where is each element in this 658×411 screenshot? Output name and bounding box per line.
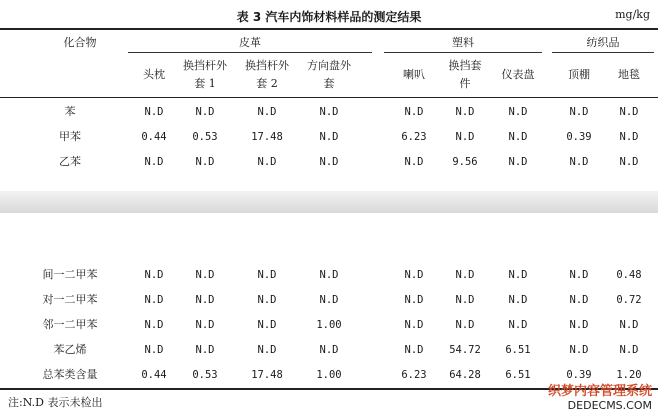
table-cell: N.D bbox=[195, 294, 215, 306]
watermark-logo bbox=[536, 380, 652, 411]
table-cell: N.D bbox=[195, 106, 215, 118]
table-cell: N.D bbox=[319, 131, 339, 143]
table-cell: N.D bbox=[619, 319, 639, 331]
table-cell: 0.53 bbox=[192, 369, 218, 381]
table-cell: N.D bbox=[455, 319, 475, 331]
row-label: 苯 bbox=[64, 105, 76, 118]
footnote: 注:N.D 表示未检出 bbox=[8, 396, 103, 409]
table-cell: N.D bbox=[455, 294, 475, 306]
table-cell: N.D bbox=[195, 344, 215, 356]
table-cell: N.D bbox=[144, 319, 164, 331]
table-cell: N.D bbox=[404, 269, 424, 281]
table-cell: N.D bbox=[144, 106, 164, 118]
table-cell: 0.39 bbox=[566, 131, 592, 143]
table-cell: N.D bbox=[195, 156, 215, 168]
table-cell: N.D bbox=[319, 269, 339, 281]
group-leather: 皮革 bbox=[239, 36, 261, 49]
col-header: 头枕 bbox=[143, 68, 165, 81]
table-cell: 0.53 bbox=[192, 131, 218, 143]
table-title: 表 3 汽车内饰材料样品的测定结果 bbox=[236, 10, 422, 24]
group-rule-plastic bbox=[384, 52, 542, 53]
row-label: 甲苯 bbox=[59, 130, 81, 143]
table-cell: N.D bbox=[569, 344, 589, 356]
table-cell: N.D bbox=[455, 131, 475, 143]
table-cell: N.D bbox=[455, 106, 475, 118]
table-cell: N.D bbox=[619, 106, 639, 118]
watermark-line1: 织梦内容管理系统 bbox=[547, 384, 652, 399]
row-label: 间一二甲苯 bbox=[42, 268, 98, 281]
table-cell: 6.23 bbox=[401, 369, 427, 381]
table-cell: N.D bbox=[569, 319, 589, 331]
table-cell: N.D bbox=[508, 269, 528, 281]
table-cell: N.D bbox=[144, 156, 164, 168]
table-cell: 0.48 bbox=[616, 269, 642, 281]
table-cell: 0.72 bbox=[616, 294, 642, 306]
page-break-gap bbox=[0, 191, 658, 213]
table-cell: N.D bbox=[257, 156, 277, 168]
table-cell: N.D bbox=[319, 294, 339, 306]
table-cell: 1.00 bbox=[316, 369, 342, 381]
table-cell: N.D bbox=[404, 344, 424, 356]
table-cell: N.D bbox=[195, 319, 215, 331]
table-cell: N.D bbox=[404, 294, 424, 306]
table-cell: N.D bbox=[569, 106, 589, 118]
table-cell: N.D bbox=[619, 131, 639, 143]
table-cell: 1.00 bbox=[316, 319, 342, 331]
col-header: 地毯 bbox=[618, 68, 640, 81]
table-cell: N.D bbox=[319, 344, 339, 356]
table-cell: N.D bbox=[257, 294, 277, 306]
table-cell: 6.51 bbox=[505, 369, 531, 381]
watermark-line2: DEDECMS.COM bbox=[567, 399, 652, 411]
table-cell: 54.72 bbox=[449, 344, 481, 356]
row-label: 苯乙烯 bbox=[53, 343, 87, 356]
table-cell: N.D bbox=[569, 294, 589, 306]
table-cell: N.D bbox=[508, 106, 528, 118]
table-cell: 17.48 bbox=[251, 369, 283, 381]
table-cell: N.D bbox=[455, 269, 475, 281]
table-cell: N.D bbox=[569, 269, 589, 281]
table-cell: N.D bbox=[508, 319, 528, 331]
table-cell: N.D bbox=[257, 319, 277, 331]
unit-label: mg/kg bbox=[615, 8, 650, 21]
table-cell: 6.51 bbox=[505, 344, 531, 356]
table-cell: 9.56 bbox=[452, 156, 478, 168]
table-cell: N.D bbox=[257, 344, 277, 356]
col-header: 换挡杆外套 1 bbox=[183, 59, 227, 90]
table-cell: N.D bbox=[569, 156, 589, 168]
table-cell: N.D bbox=[319, 156, 339, 168]
table-cell: 64.28 bbox=[449, 369, 481, 381]
table-cell: 1.20 bbox=[616, 369, 642, 381]
table-cell: 0.39 bbox=[566, 369, 592, 381]
table-cell: N.D bbox=[404, 106, 424, 118]
table-cell: N.D bbox=[144, 269, 164, 281]
table-cell: N.D bbox=[508, 156, 528, 168]
row-label: 对一二甲苯 bbox=[42, 293, 98, 306]
table-cell: 0.44 bbox=[141, 131, 167, 143]
table-cell: N.D bbox=[619, 344, 639, 356]
table-cell: N.D bbox=[319, 106, 339, 118]
table-cell: 17.48 bbox=[251, 131, 283, 143]
table-cell: N.D bbox=[404, 319, 424, 331]
col-header: 方向盘外套 bbox=[307, 59, 351, 90]
table-cell: 6.23 bbox=[401, 131, 427, 143]
col-header: 喇叭 bbox=[403, 68, 425, 81]
table-cell: N.D bbox=[144, 344, 164, 356]
row-label: 总苯类含量 bbox=[42, 368, 98, 381]
row-label: 乙苯 bbox=[59, 155, 81, 168]
header-rule bbox=[0, 97, 658, 98]
table-cell: N.D bbox=[508, 131, 528, 143]
table-cell: N.D bbox=[404, 156, 424, 168]
table-cell: N.D bbox=[619, 156, 639, 168]
row-label: 邻一二甲苯 bbox=[42, 318, 98, 331]
top-rule bbox=[0, 28, 658, 30]
group-textile: 纺织品 bbox=[586, 36, 620, 49]
table-cell: N.D bbox=[508, 294, 528, 306]
group-rule-textile bbox=[552, 52, 654, 53]
table-cell: N.D bbox=[257, 106, 277, 118]
table-cell: N.D bbox=[195, 269, 215, 281]
col-header: 仪表盘 bbox=[501, 68, 535, 81]
group-rule-leather bbox=[128, 52, 372, 53]
group-plastic: 塑料 bbox=[452, 36, 474, 49]
table-cell: N.D bbox=[257, 269, 277, 281]
table-cell: N.D bbox=[144, 294, 164, 306]
col-header: 换挡套件 bbox=[448, 59, 482, 90]
table-cell: 0.44 bbox=[141, 369, 167, 381]
col-header: 顶棚 bbox=[568, 68, 590, 81]
header-compound: 化合物 bbox=[63, 36, 97, 49]
col-header: 换挡杆外套 2 bbox=[245, 59, 289, 90]
